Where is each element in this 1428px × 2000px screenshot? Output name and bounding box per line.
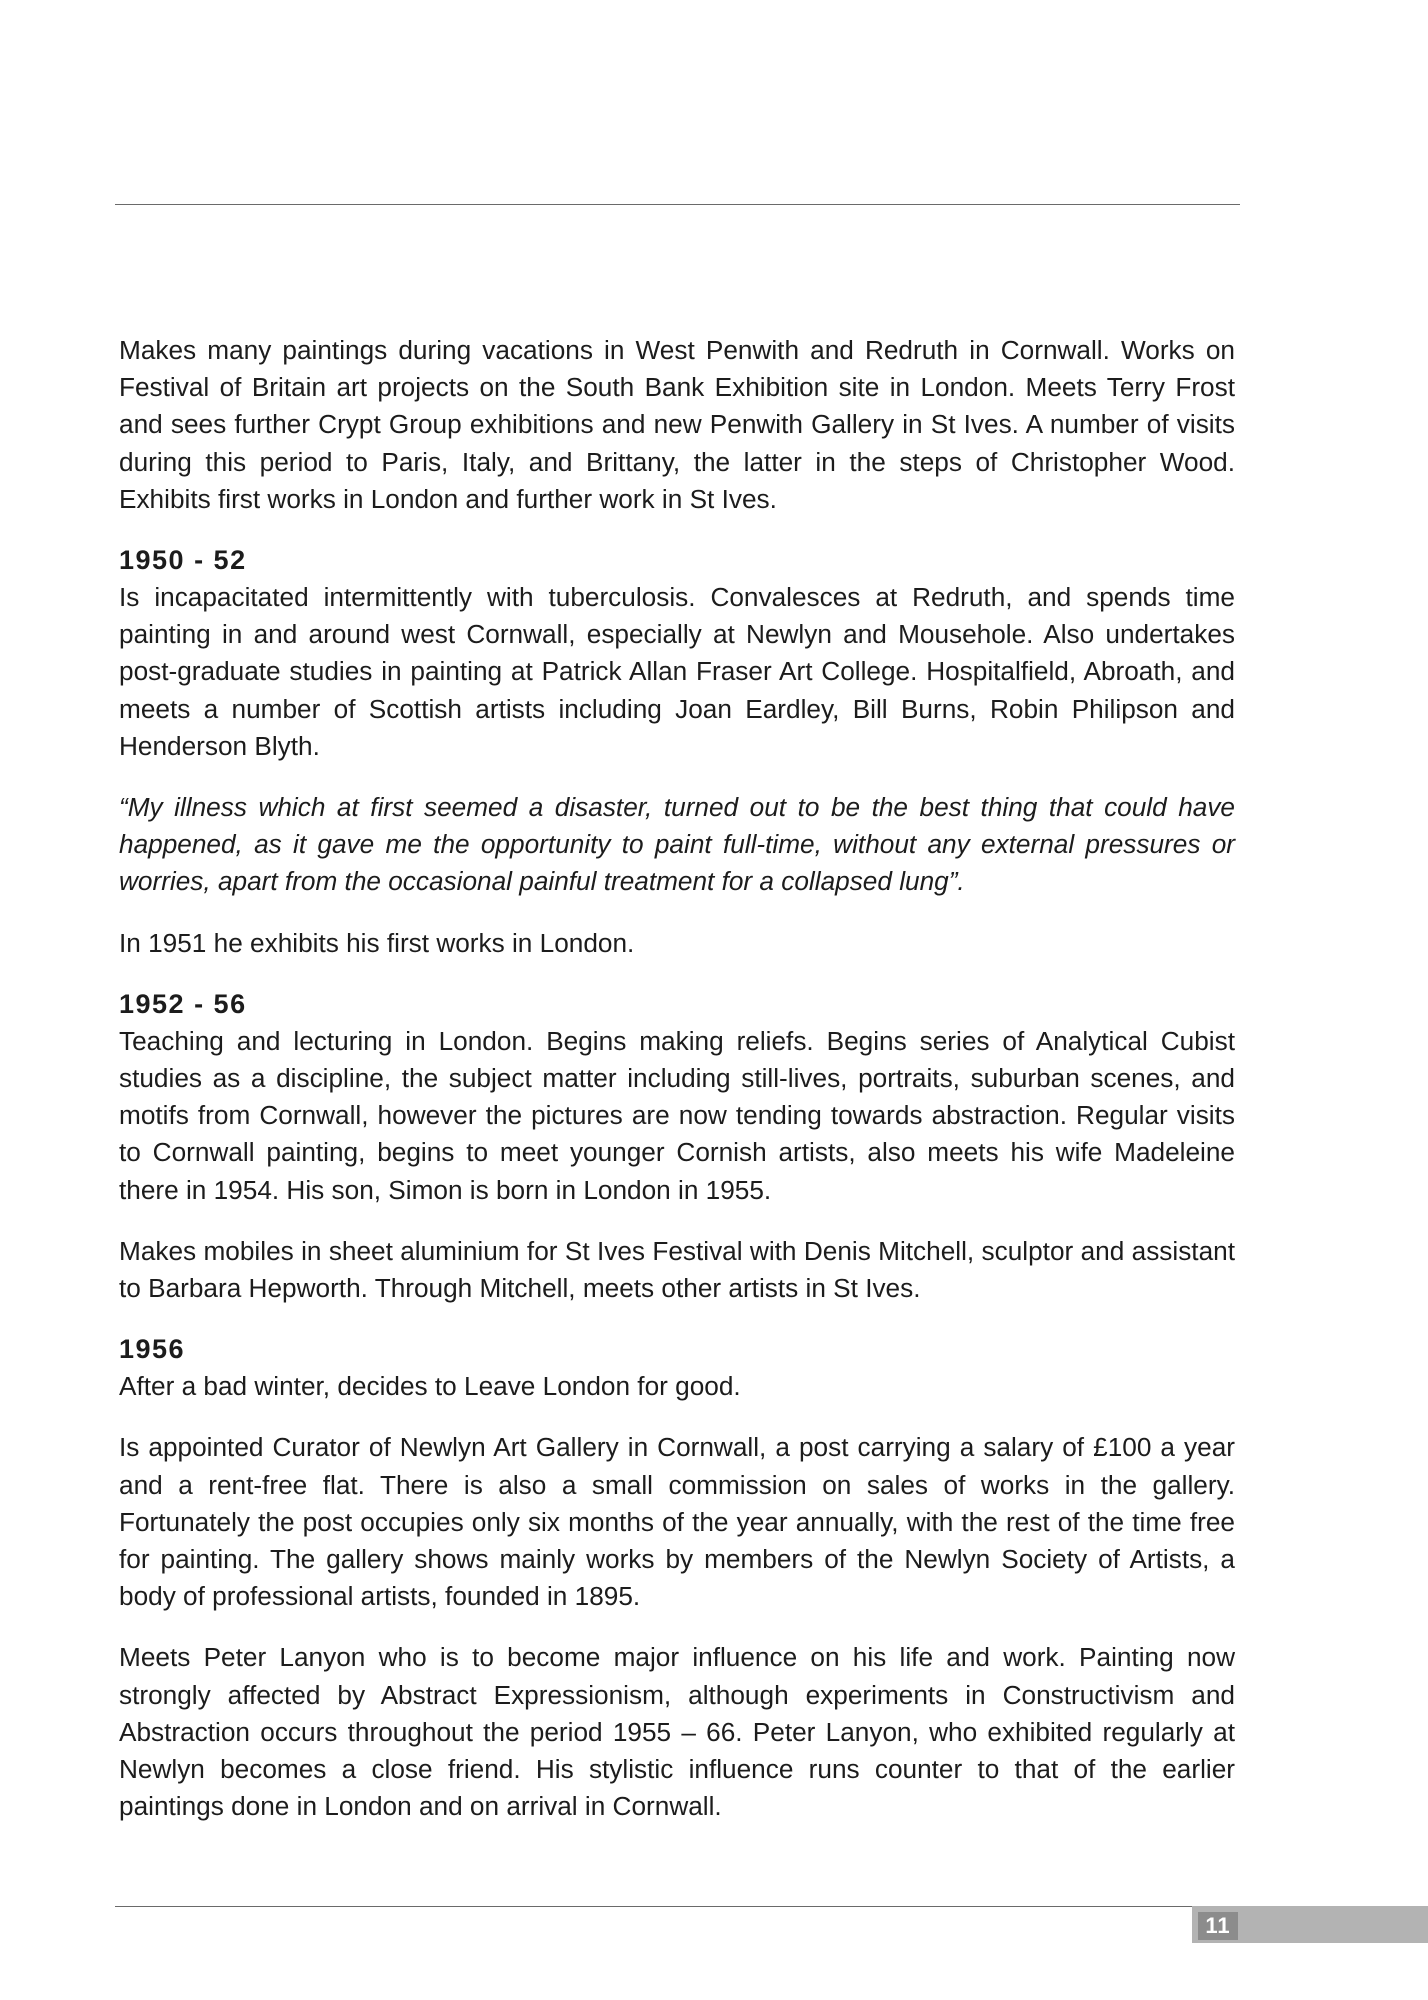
paragraph-1950-illness: Is incapacitated intermittently with tuberculosis. Convalesces at Redruth, and spends time painting in and around west Cornwall, especially at Newlyn and Mousehole. Also undertakes post-graduate studies in painting at Patrick Allan Fraser Art College. Hospitalfield, Abroath, and meets a number of Scottish artists including Joan Eardley, Bill Burns, Robin Philipson and Henderson Blyth.	[119, 582, 1235, 761]
document-body	[119, 332, 1235, 1826]
paragraph-1951-exhibits: In 1951 he exhibits his first works in London.	[119, 927, 635, 958]
header-rule	[115, 204, 1240, 205]
paragraph-1956-leave-london: After a bad winter, decides to Leave London for good.	[119, 1371, 741, 1402]
paragraph-1956-curator: Is appointed Curator of Newlyn Art Gallery in Cornwall, a post carrying a salary of £100 a year and a rent-free flat. There is also a small commission on sales of works in the gallery. Fortunately the post occupies only six months of the year annually, with the rest of the time free for painting. The gallery shows mainly works by members of the Newlyn Society of Artists, a body of professional artists, founded in 1895.	[119, 1432, 1235, 1612]
section-heading-1956: 1956	[119, 1334, 186, 1365]
paragraph-1956-lanyon: Meets Peter Lanyon who is to become major influence on his life and work. Painting now strongly affected by Abstract Expressionism, although experiments in Constructivism and Abstraction occurs throughout the period 1955 – 66. Peter Lanyon, who exhibited regularly at Newlyn becomes a close friend. His stylistic influence runs counter to that of the earlier paintings done in London and on arrival in Cornwall.	[119, 1642, 1235, 1822]
section-heading-1952-56: 1952 - 56	[119, 988, 247, 1019]
section-heading-1950-52: 1950 - 52	[119, 545, 247, 576]
intro-paragraph: Makes many paintings during vacations in West Penwith and Redruth in Cornwall. Works on Festival of Britain art projects on the South Bank Exhibition site in London. Meets Terry Frost and sees further Crypt Group exhibitions and new Penwith Gallery in St Ives. A number of visits during this period to Paris, Italy, and Brittany, the latter in the steps of Christopher Wood. Exhibits first works in London and further work in St Ives.	[119, 335, 1235, 514]
paragraph-1952-teaching: Teaching and lecturing in London. Begins making reliefs. Begins series of Analytical Cubist studies as a discipline, the subject matter including still-lives, portraits, suburban scenes, and motifs from Cornwall, however the pictures are now tending towards abstraction. Regular visits to Cornwall painting, begins to meet younger Cornish artists, also meets his wife Madeleine there in 1954. His son, Simon is born in London in 1955.	[119, 1025, 1235, 1205]
page-number-tab	[1192, 1906, 1428, 1943]
page-number: 11	[1198, 1912, 1238, 1940]
footer-rule	[115, 1906, 1240, 1907]
paragraph-1952-mobiles: Makes mobiles in sheet aluminium for St Ives Festival with Denis Mitchell, sculptor and assistant to Barbara Hepworth. Through Mitchell, meets other artists in St Ives.	[119, 1235, 1235, 1304]
quote-illness: “My illness which at first seemed a disaster, turned out to be the best thing that could have happened, as it gave me the opportunity to paint full-time, without any external pressures or worries, apart from the occasional painful treatment for a collapsed lung”.	[119, 792, 1235, 897]
